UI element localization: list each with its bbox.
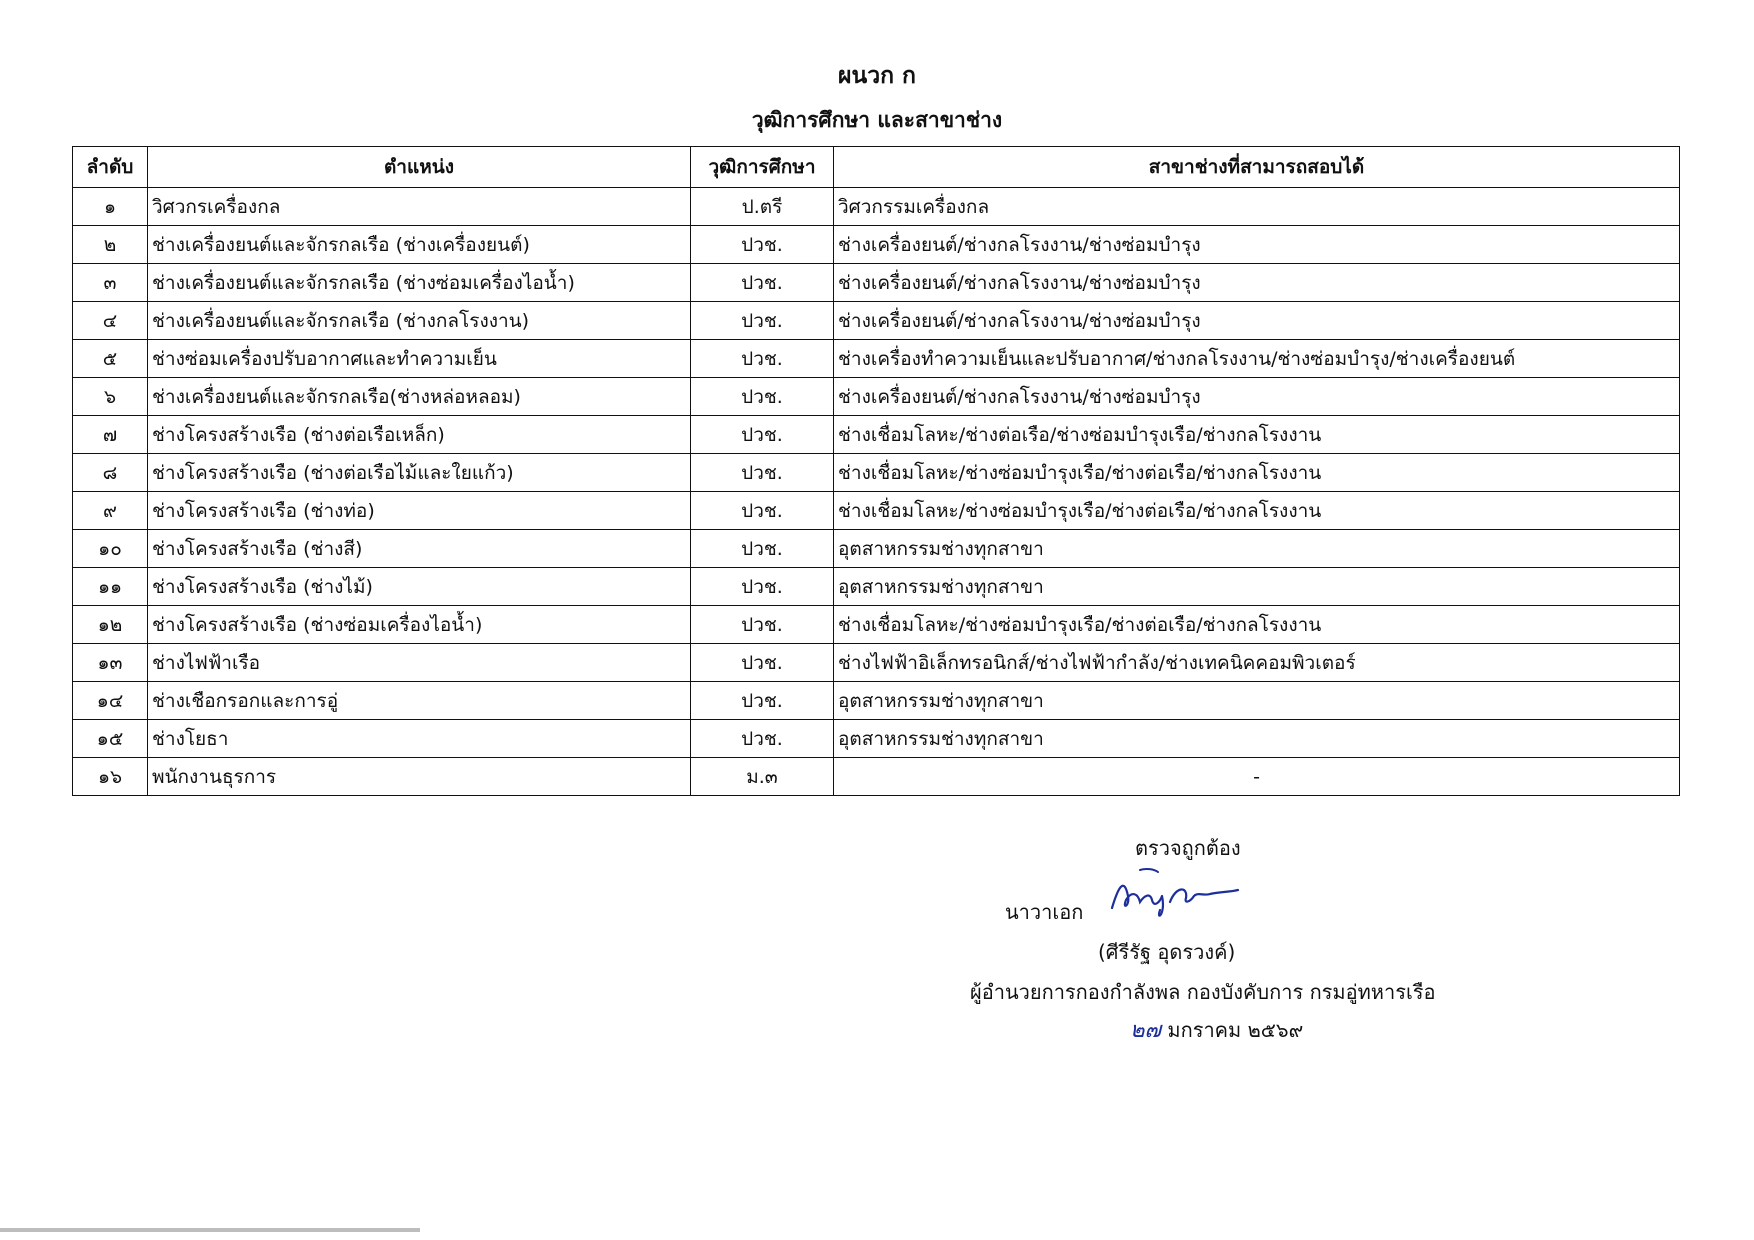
row-branches: อุตสาหกรรมช่างทุกสาขา <box>834 530 1680 568</box>
table-row <box>73 606 1680 644</box>
row-number: ๑๔ <box>73 682 148 720</box>
row-number: ๑๒ <box>73 606 148 644</box>
row-education: ปวช. <box>691 644 834 682</box>
handwritten-day: ๒๗ <box>1130 1018 1162 1043</box>
row-branches: ช่างเชื่อมโลหะ/ช่างซ่อมบำรุงเรือ/ช่างต่อเรือ/ช่างกลโรงงาน <box>834 492 1680 530</box>
row-education: ปวช. <box>691 454 834 492</box>
table-header-row <box>73 147 1680 188</box>
table-row <box>73 188 1680 226</box>
date-month-year: มกราคม ๒๕๖๙ <box>1167 1018 1304 1042</box>
row-position: ช่างโครงสร้างเรือ (ช่างต่อเรือเหล็ก) <box>148 416 691 454</box>
row-number: ๑๐ <box>73 530 148 568</box>
row-branches: ช่างเครื่องยนต์/ช่างกลโรงงาน/ช่างซ่อมบำรุง <box>834 264 1680 302</box>
row-branches: อุตสาหกรรมช่างทุกสาขา <box>834 720 1680 758</box>
table-row <box>73 682 1680 720</box>
table-row <box>73 226 1680 264</box>
verified-label: ตรวจถูกต้อง <box>1135 836 1241 860</box>
row-branches: ช่างไฟฟ้าอิเล็กทรอนิกส์/ช่างไฟฟ้ากำลัง/ช่างเทคนิคคอมพิวเตอร์ <box>834 644 1680 682</box>
row-position: ช่างเครื่องยนต์และจักรกลเรือ (ช่างกลโรงงาน) <box>148 302 691 340</box>
handwritten-signature <box>1100 866 1250 926</box>
scan-artifact-line <box>0 1228 420 1232</box>
signer-position: ผู้อำนวยการกองกำลังพล กองบังคับการ กรมอู่ทหารเรือ <box>970 980 1436 1004</box>
row-branches: ช่างเครื่องยนต์/ช่างกลโรงงาน/ช่างซ่อมบำรุง <box>834 378 1680 416</box>
row-number: ๕ <box>73 340 148 378</box>
row-education: ปวช. <box>691 492 834 530</box>
row-education: ป.ตรี <box>691 188 834 226</box>
row-position: ช่างไฟฟ้าเรือ <box>148 644 691 682</box>
column-header-education: วุฒิการศึกษา <box>691 147 834 188</box>
row-branches: - <box>834 758 1680 796</box>
row-education: ปวช. <box>691 378 834 416</box>
row-branches: ช่างเครื่องทำความเย็นและปรับอากาศ/ช่างกลโรงงาน/ช่างซ่อมบำรุง/ช่างเครื่องยนต์ <box>834 340 1680 378</box>
column-header-branches: สาขาช่างที่สามารถสอบได้ <box>834 147 1680 188</box>
table-row <box>73 644 1680 682</box>
row-position: วิศวกรเครื่องกล <box>148 188 691 226</box>
row-education: ปวช. <box>691 682 834 720</box>
row-position: ช่างโครงสร้างเรือ (ช่างสี) <box>148 530 691 568</box>
table-row <box>73 264 1680 302</box>
row-position: ช่างเชือกรอกและการอู่ <box>148 682 691 720</box>
signer-rank: นาวาเอก <box>1005 900 1084 924</box>
row-position: ช่างโครงสร้างเรือ (ช่างไม้) <box>148 568 691 606</box>
row-number: ๑๓ <box>73 644 148 682</box>
column-header-position: ตำแหน่ง <box>148 147 691 188</box>
row-branches: ช่างเครื่องยนต์/ช่างกลโรงงาน/ช่างซ่อมบำรุง <box>834 302 1680 340</box>
table-row <box>73 758 1680 796</box>
row-branches: ช่างเชื่อมโลหะ/ช่างซ่อมบำรุงเรือ/ช่างต่อเรือ/ช่างกลโรงงาน <box>834 606 1680 644</box>
row-education: ปวช. <box>691 302 834 340</box>
row-branches: ช่างเครื่องยนต์/ช่างกลโรงงาน/ช่างซ่อมบำรุง <box>834 226 1680 264</box>
table-row <box>73 720 1680 758</box>
row-position: ช่างเครื่องยนต์และจักรกลเรือ(ช่างหล่อหลอม) <box>148 378 691 416</box>
qualification-table <box>72 146 1680 796</box>
table-row <box>73 530 1680 568</box>
row-education: ปวช. <box>691 226 834 264</box>
row-number: ๓ <box>73 264 148 302</box>
row-number: ๖ <box>73 378 148 416</box>
page-subtitle: วุฒิการศึกษา และสาขาช่าง <box>751 108 1003 132</box>
row-position: พนักงานธุรการ <box>148 758 691 796</box>
column-header-no: ลำดับ <box>73 147 148 188</box>
row-position: ช่างโครงสร้างเรือ (ช่างต่อเรือไม้และใยแก้ว) <box>148 454 691 492</box>
row-number: ๗ <box>73 416 148 454</box>
row-education: ปวช. <box>691 416 834 454</box>
row-position: ช่างโครงสร้างเรือ (ช่างซ่อมเครื่องไอน้ำ) <box>148 606 691 644</box>
row-number: ๑๖ <box>73 758 148 796</box>
row-number: ๔ <box>73 302 148 340</box>
row-position: ช่างเครื่องยนต์และจักรกลเรือ (ช่างเครื่องยนต์) <box>148 226 691 264</box>
row-position: ช่างเครื่องยนต์และจักรกลเรือ (ช่างซ่อมเครื่องไอน้ำ) <box>148 264 691 302</box>
table-row <box>73 568 1680 606</box>
table-row <box>73 454 1680 492</box>
signature-date <box>1130 1012 1303 1047</box>
row-education: ปวช. <box>691 530 834 568</box>
row-number: ๑ <box>73 188 148 226</box>
row-number: ๒ <box>73 226 148 264</box>
row-education: ปวช. <box>691 606 834 644</box>
table-row <box>73 302 1680 340</box>
row-education: ปวช. <box>691 568 834 606</box>
row-branches: ช่างเชื่อมโลหะ/ช่างซ่อมบำรุงเรือ/ช่างต่อเรือ/ช่างกลโรงงาน <box>834 454 1680 492</box>
row-position: ช่างโยธา <box>148 720 691 758</box>
row-branches: วิศวกรรมเครื่องกล <box>834 188 1680 226</box>
table-row <box>73 378 1680 416</box>
row-education: ปวช. <box>691 264 834 302</box>
row-position: ช่างโครงสร้างเรือ (ช่างท่อ) <box>148 492 691 530</box>
row-branches: อุตสาหกรรมช่างทุกสาขา <box>834 682 1680 720</box>
row-education: ปวช. <box>691 720 834 758</box>
page-title: ผนวก ก <box>838 63 916 89</box>
row-number: ๑๕ <box>73 720 148 758</box>
table-row <box>73 416 1680 454</box>
row-number: ๙ <box>73 492 148 530</box>
row-education: ปวช. <box>691 340 834 378</box>
row-number: ๑๑ <box>73 568 148 606</box>
row-branches: อุตสาหกรรมช่างทุกสาขา <box>834 568 1680 606</box>
signer-name: (ศีรีรัฐ อุดรวงค์) <box>1098 940 1236 964</box>
table-row <box>73 340 1680 378</box>
table-row <box>73 492 1680 530</box>
row-number: ๘ <box>73 454 148 492</box>
row-education: ม.๓ <box>691 758 834 796</box>
row-branches: ช่างเชื่อมโลหะ/ช่างต่อเรือ/ช่างซ่อมบำรุงเรือ/ช่างกลโรงงาน <box>834 416 1680 454</box>
row-position: ช่างซ่อมเครื่องปรับอากาศและทำความเย็น <box>148 340 691 378</box>
